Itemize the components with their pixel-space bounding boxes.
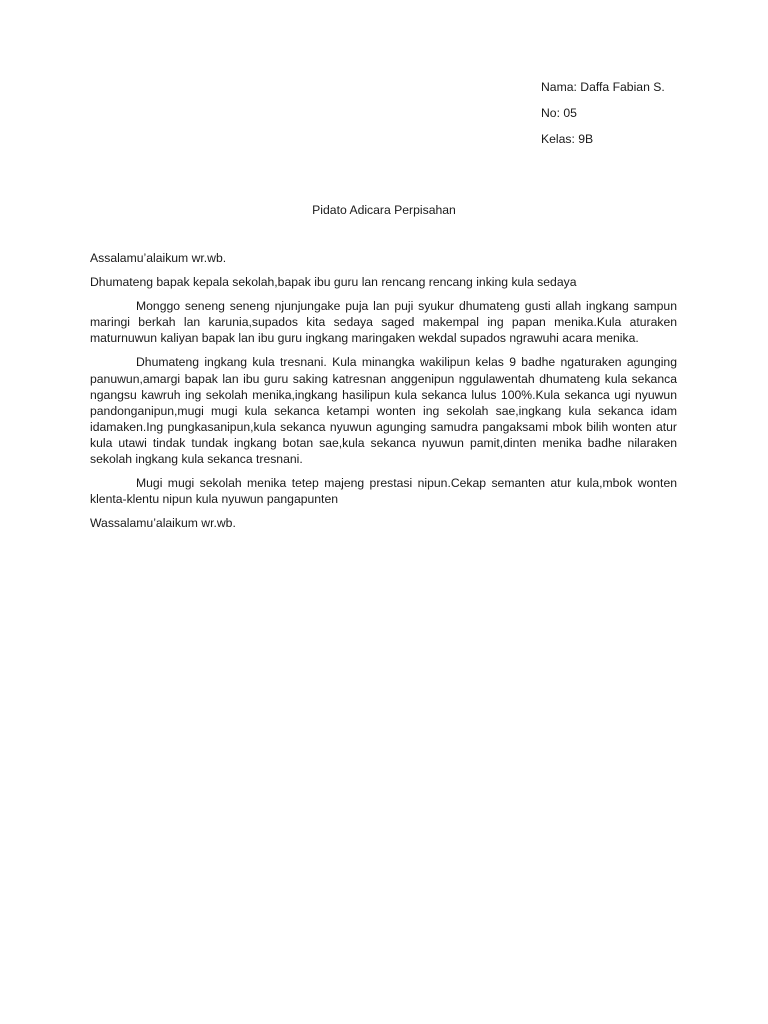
student-info: [541, 79, 665, 157]
student-name: Nama: Daffa Fabian S.: [541, 80, 665, 94]
paragraph-thanks-farewell: Dhumateng ingkang kula tresnani. Kula minangka wakilipun kelas 9 badhe ngaturaken agunging panuwun,amargi bapak lan ibu guru saking katresnan anggenipun nggulawentah dhumateng kula sekanca ngangsu kawruh ing sekolah menika,ingkang hasilipun kula sekanca lulus 100%.Kula sekanca ugi nyuwun pandonganipun,mugi mugi kula sekanca ketampi wonten ing sekolah sae,ingkang kula sekanca idam idamaken.Ing pungkasanipun,kula sekanca nyuwun agunging samudra pangaksami mbok bilih wonten atur kula utawi tindak tundak ingkang botan sae,kula sekanca nyuwun pamit,dinten menika badhe nilaraken sekolah ingkang kula sekanca tresnani.: [90, 355, 677, 467]
paragraph-gratitude: Monggo seneng seneng njunjungake puja lan puji syukur dhumateng gusti allah ingkang sampun maringi berkah lan karunia,supados kita sedaya saged makempal ing papan menika.Kula aturaken maturnuwun kaliyan bapak lan ibu guru ingkang maringaken wekdal supados ngrawuhi acara menika.: [90, 299, 677, 346]
document-title: Pidato Adicara Perpisahan: [312, 203, 456, 217]
speech-body: [90, 250, 677, 539]
salutation: Dhumateng bapak kepala sekolah,bapak ibu guru lan rencang rencang inking kula sedaya: [90, 275, 577, 290]
opening-greeting: Assalamu’alaikum wr.wb.: [90, 251, 227, 265]
paragraph-closing-wish: Mugi mugi sekolah menika tetep majeng prestasi nipun.Cekap semanten atur kula,mbok wonten klenta-klentu nipun kula nyuwun pangapunten: [90, 476, 677, 507]
student-number: No: 05: [541, 106, 577, 120]
student-class: Kelas: 9B: [541, 132, 594, 146]
closing-greeting: Wassalamu’alaikum wr.wb.: [90, 516, 236, 531]
